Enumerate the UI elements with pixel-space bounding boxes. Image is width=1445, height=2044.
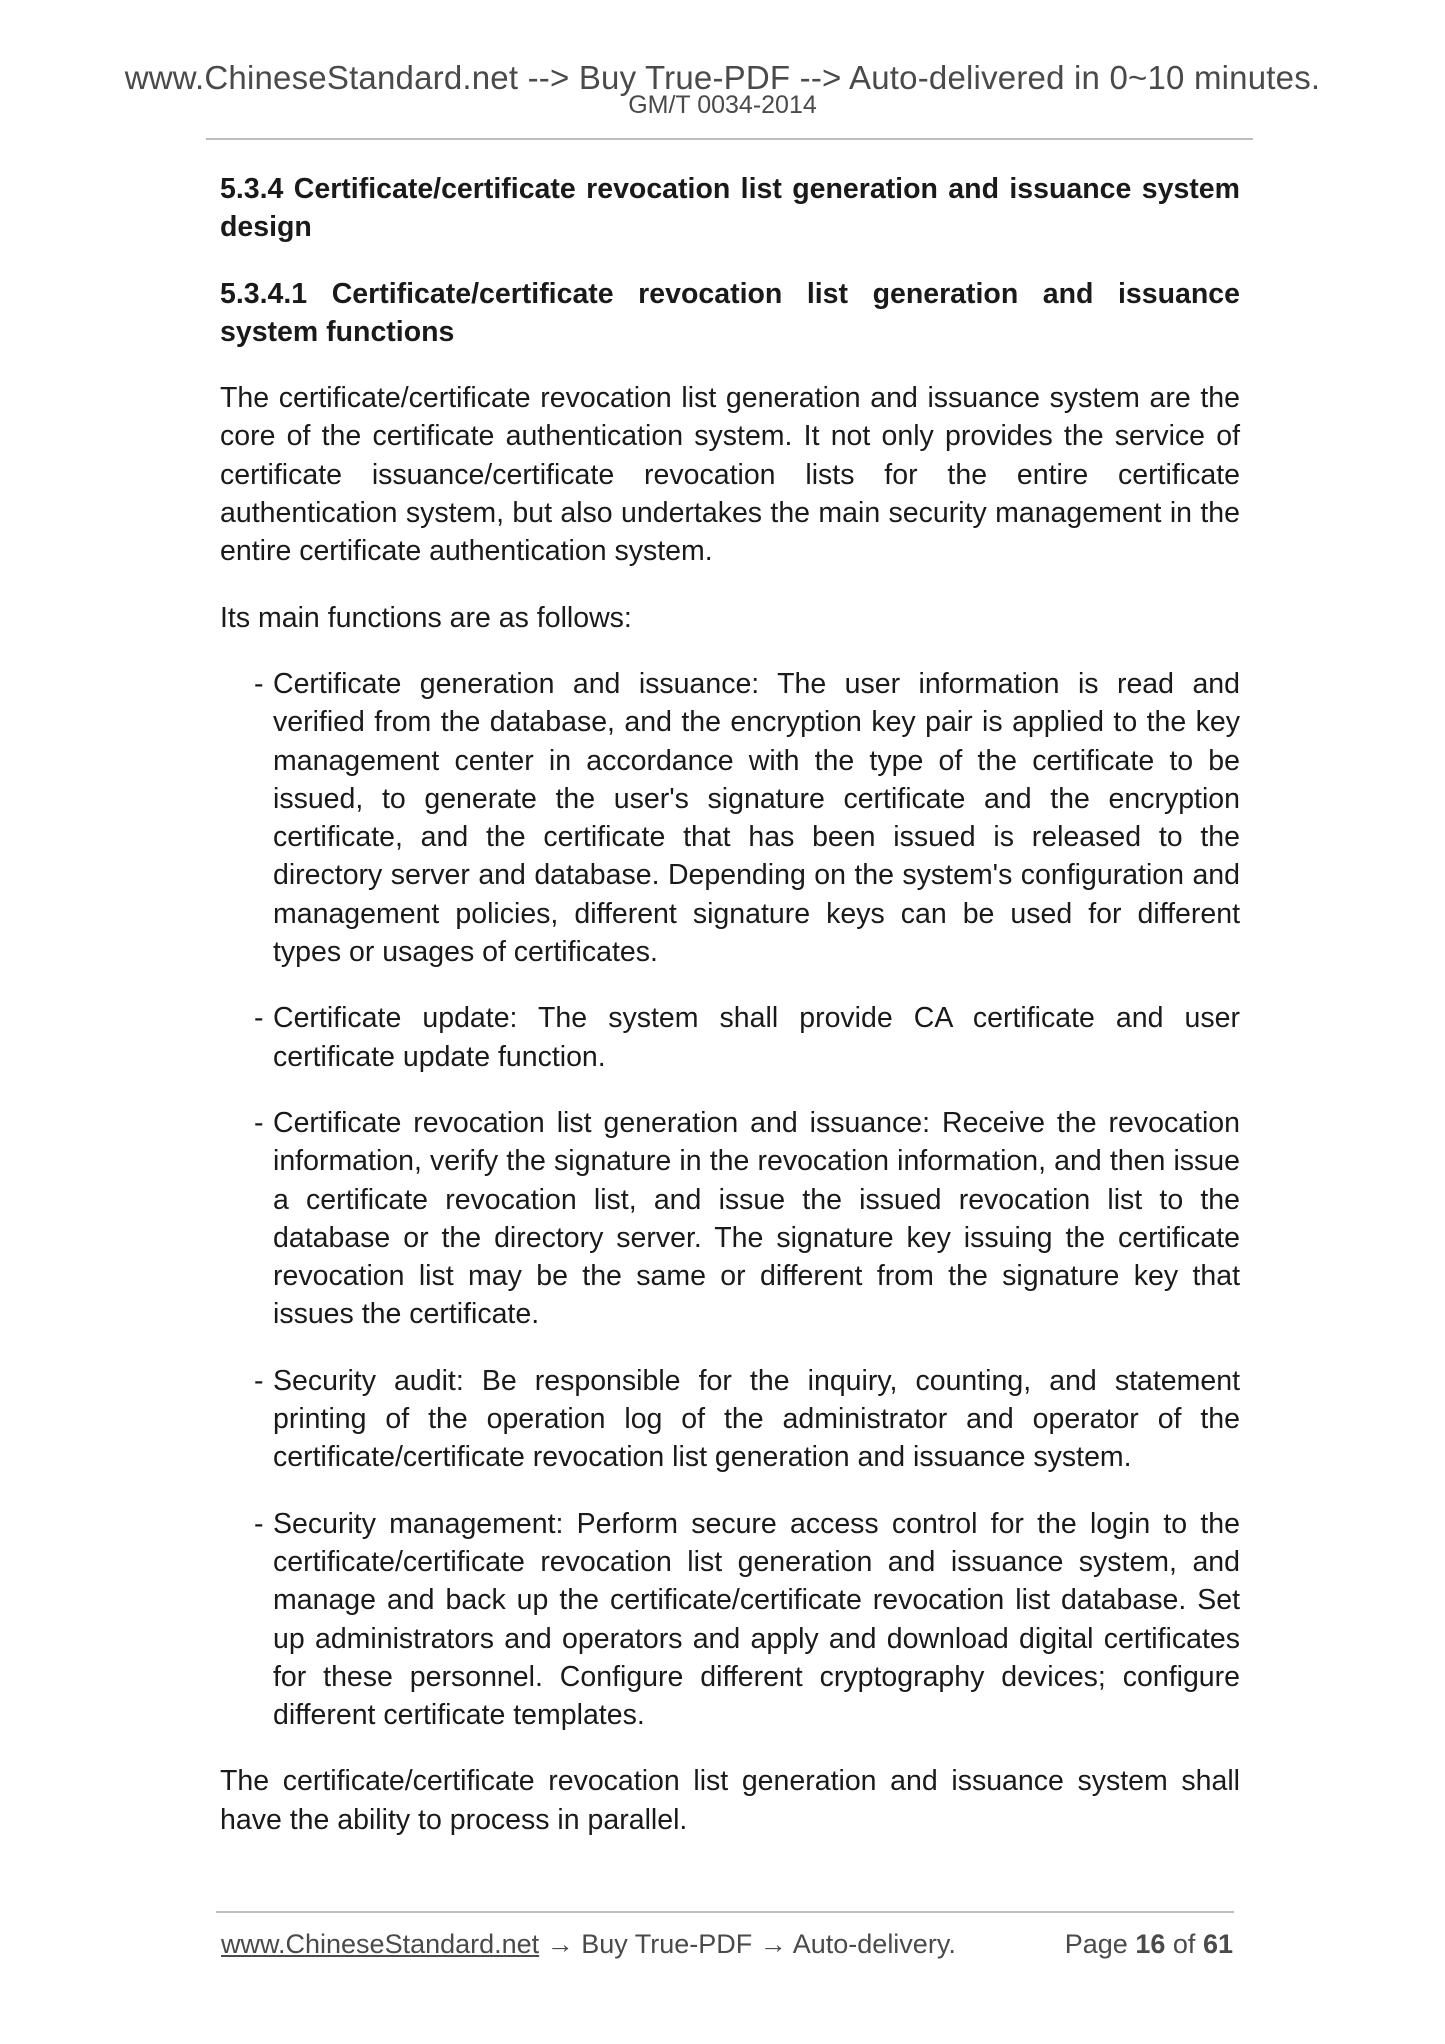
intro-paragraph: The certificate/certificate revocation list generation and issuance system are the core of the certificate authentication system. It not only provides the service of certificate issuance/certificate revocation lists for the entire certificate authentication system, but also undertakes the main security management in the entire certificate authentication system. <box>220 382 1240 568</box>
closing-paragraph: The certificate/certificate revocation list generation and issuance system shall have the ability to process in parallel. <box>220 1765 1240 1836</box>
page-total: 61 <box>1202 1929 1233 1959</box>
footer-divider <box>216 1911 1234 1913</box>
header-divider <box>206 138 1253 140</box>
list-item-text: Certificate revocation list generation and issuance: Receive the revocation information, verify the signature in the revocation information, and then issue a certificate revocation list, and issue the issued revocation list to the database or the directory server. The signature key issuing the certificate revocation list may be the same or different from the signature key that issues the certificate. <box>273 1106 1240 1331</box>
list-item <box>220 665 1240 971</box>
page-of: of <box>1172 1929 1196 1959</box>
footer-promo-text: → Buy True-PDF → Auto-delivery. <box>539 1929 956 1959</box>
footer-promo <box>221 1926 956 1962</box>
list-dash: - <box>254 1002 264 1035</box>
list-item <box>220 1362 1240 1477</box>
list-item-text: Security management: Perform secure access control for the login to the certificate/certificate revocation list generation and issuance system, and manage and back up the certificate/certificate revocation list database. Set up administrators and operators and apply and download digital certificates for these personnel. Configure different cryptography devices; configure different certificate templates. <box>273 1507 1240 1732</box>
subsection-heading: 5.3.4.1 Certificate/certificate revocation list generation and issuance system functions <box>220 277 1240 348</box>
list-item <box>220 1505 1240 1735</box>
list-item-text: Certificate update: The system shall provide CA certificate and user certificate update function. <box>273 1002 1240 1073</box>
section-heading: 5.3.4 Certificate/certificate revocation list generation and issuance system design <box>220 173 1240 244</box>
page-current: 16 <box>1135 1929 1166 1959</box>
list-item-text: Security audit: Be responsible for the inquiry, counting, and statement printing of the operation log of the administrator and operator of the certificate/certificate revocation list generation and issuance system. <box>273 1364 1240 1474</box>
page-indicator <box>1065 1926 1233 1962</box>
list-item <box>220 999 1240 1076</box>
functions-lead: Its main functions are as follows: <box>220 601 632 634</box>
list-dash: - <box>254 1507 264 1540</box>
document-body <box>220 170 1240 1867</box>
functions-list <box>220 665 1240 1734</box>
footer-site-link[interactable]: www.ChineseStandard.net <box>221 1929 540 1959</box>
list-dash: - <box>254 667 264 700</box>
list-item <box>220 1104 1240 1334</box>
header-banner: www.ChineseStandard.net --> Buy True-PDF --> Auto-delivered in 0~10 minutes. <box>124 59 1321 96</box>
list-item-text: Certificate generation and issuance: The user information is read and verified from the database, and the encryption key pair is applied to the key management center in accordance with the type of the certificate to be issued, to generate the user's signature certificate and the encryption certificate, and the certificate that has been issued is released to the directory server and database. Depending on the system's configuration and management policies, different signature keys can be used for different types or usages of certificates. <box>273 667 1240 969</box>
list-dash: - <box>254 1364 264 1397</box>
list-dash: - <box>254 1106 264 1139</box>
page-label: Page <box>1064 1929 1128 1959</box>
standard-code: GM/T 0034-2014 <box>628 91 817 119</box>
